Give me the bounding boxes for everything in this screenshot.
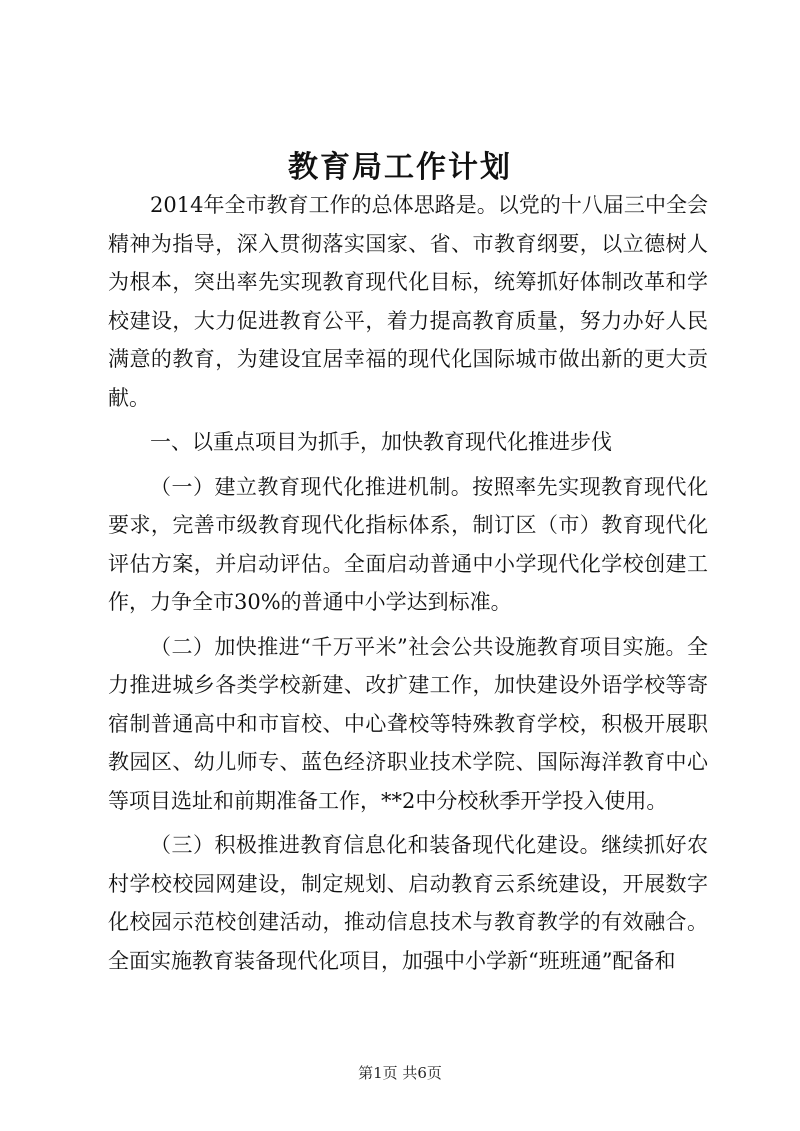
page-number-footer: 第1页 共6页 [358, 1064, 442, 1082]
item-paragraph-3: （三）积极推进教育信息化和装备现代化建设。继续抓好农村学校校园网建设，制定规划、启动教育云系统建设，开展数字化校园示范校创建活动，推动信息技术与教育教学的有效融合。全面实施教育装备现代化项目，加强中小学新“班班通”配备和 [108, 833, 708, 973]
item-paragraph-1: （一）建立教育现代化推进机制。按照率先实现教育现代化要求，完善市级教育现代化指标体系，制订区（市）教育现代化评估方案，并启动评估。全面启动普通中小学现代化学校创建工作，力争全市30%的普通中小学达到标准。 [108, 474, 708, 614]
document-body [108, 186, 708, 986]
section-heading-1: 一、以重点项目为抓手，加快教育现代化推进步伐 [150, 430, 612, 454]
item-paragraph-2: （二）加快推进“千万平米”社会公共设施教育项目实施。全力推进城乡各类学校新建、改扩建工作，加快建设外语学校等寄宿制普通高中和市盲校、中心聋校等特殊教育学校，积极开展职教园区、幼儿师专、蓝色经济职业技术学院、国际海洋教育中心等项目选址和前期准备工作，**2中分校秋季开学投入使用。 [108, 634, 708, 813]
document-title: 教育局工作计划 [288, 150, 512, 185]
intro-paragraph: 2014年全市教育工作的总体思路是。以党的十八届三中全会精神为指导，深入贯彻落实国家、省、市教育纲要，以立德树人为根本，突出率先实现教育现代化目标，统筹抓好体制改革和学校建设，大力促进教育公平，着力提高教育质量，努力办好人民满意的教育，为建设宜居幸福的现代化国际城市做出新的更大贡献。 [108, 193, 708, 410]
